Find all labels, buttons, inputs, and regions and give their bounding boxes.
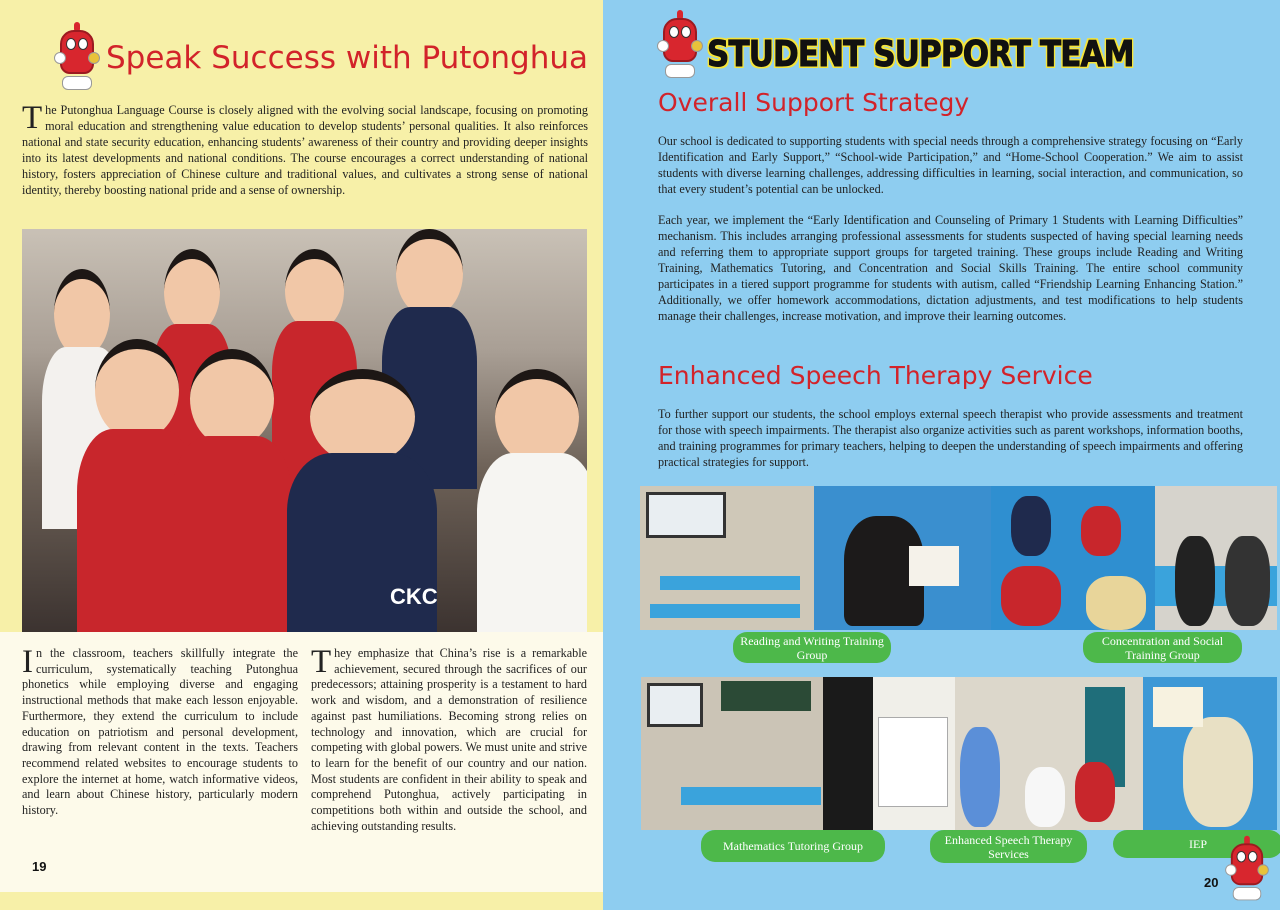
students-photo: [22, 229, 587, 632]
label-iep: IEP: [1113, 830, 1280, 858]
drop-cap: T: [311, 644, 332, 680]
student-figure: [172, 349, 292, 632]
column-text-2: [311, 646, 587, 834]
mascot-icon: [54, 22, 100, 94]
label-speech-therapy: Enhanced Speech Therapy Services: [930, 830, 1087, 863]
drop-cap: T: [22, 100, 43, 136]
label-concentration-social: Concentration and Social Training Group: [1083, 632, 1242, 663]
label-maths-tutoring: Mathematics Tutoring Group: [701, 830, 885, 862]
student-figure: [477, 369, 587, 632]
photo-maths-worksheet: [823, 677, 955, 830]
heading-speech-therapy: Enhanced Speech Therapy Service: [658, 361, 1093, 390]
photo-social-group: [1155, 486, 1277, 630]
photo-reading-class: [640, 486, 814, 630]
section-title: STUDENT SUPPORT TEAM: [707, 34, 1134, 75]
photo-speech-therapy: [955, 677, 1143, 830]
page-title: Speak Success with Putonghua: [106, 40, 589, 76]
column-2-text: hey emphasize that China’s rise is a remarkable achievement, secured through the sacrifices of our predecessors; attaining prosperity is a testament to hard work and wisdom, and a demonstration of resilience against past humiliations. Becoming strong relies on technology and innovation, which are crucial for competing with global powers. We must unite and strive to learn for the benefit of our country and our nation. Most students are confident in their ability to speak and comprehend Putonghua, actively participating in competitions both within and outside the school, and achieving outstanding results.: [311, 646, 587, 833]
left-page: [0, 0, 603, 910]
paragraph-mechanism: Each year, we implement the “Early Identification and Counseling of Primary 1 Students with Learning Difficulties” mechanism. This includes arranging professional assessments for students suspected of having special learning needs and referring them to appropriate support groups for targeted training. These groups include Reading and Writing Training, Mathematics Tutoring, and Concentration and Social Skills Training. The entire school community participates in a tiered support programme for students with autism, called “Friendship Learning Enhancing Station.” Additionally, we offer homework accommodations, dictation adjustments, and test modifications to help students manage their challenges, increase motivation, and improve their learning outcomes.: [658, 213, 1243, 323]
paragraph-strategy: Our school is dedicated to supporting students with special needs through a comprehensive strategy focusing on “Early Identification and Early Support,” “School-wide Participation,” and “Home-School Cooperation.” We aim to assist students with diverse learning challenges, addressing difficulties in learning, social interaction, and communication, so that every student’s potential can be unlocked.: [658, 134, 1243, 196]
photo-reading-desk: [814, 486, 991, 630]
column-1-text: n the classroom, teachers skillfully integrate the curriculum, systematically teaching Putonghua phonetics while employing diverse and engaging instructional methods that make each lesson enjoyable. Furthermore, they extend the curriculum to include education on patriotism and personal development, drawing from relevant content in the texts. Teachers recommend related websites to encourage students to explore the internet at home, watch informative videos, and learn about Chinese history, particularly modern history.: [22, 646, 298, 818]
jacket-lettering: CKC: [390, 584, 438, 609]
drop-cap: I: [22, 644, 33, 680]
page-number: 20: [1204, 875, 1219, 890]
mascot-icon: [657, 10, 703, 82]
intro-paragraph: [22, 102, 588, 198]
photo-iep: [1143, 677, 1277, 830]
column-text-1: [22, 646, 298, 819]
label-reading-writing: Reading and Writing Training Group: [733, 632, 891, 663]
paragraph-speech-therapy: To further support our students, the school employs external speech therapist who provide assessments and treatment for those with speech impairments. The therapist also organize activities such as parent workshops, information booths, and training programmes for primary teachers, helping to deepen the understanding of speech impairments and offering practical strategies for support.: [658, 407, 1243, 469]
mascot-icon: [1225, 836, 1269, 904]
intro-text: he Putonghua Language Course is closely aligned with the evolving social landscape, focusing on promoting moral education and strengthening value education to develop students’ personal qualities. It also reinforces national and state security education, enhancing students’ awareness of their country and providing deeper insights into its latest developments and national conditions. The course encourages a correct understanding of national history, fosters appreciation of Chinese culture and traditional values, and cultivates a strong sense of national identity, thereby boosting national pride and a sense of ownership.: [22, 103, 588, 197]
photo-concentration-group: [991, 486, 1155, 630]
page-number: 19: [32, 859, 47, 874]
photo-maths-class: [641, 677, 823, 830]
heading-support-strategy: Overall Support Strategy: [658, 88, 970, 117]
right-page: [603, 0, 1280, 910]
